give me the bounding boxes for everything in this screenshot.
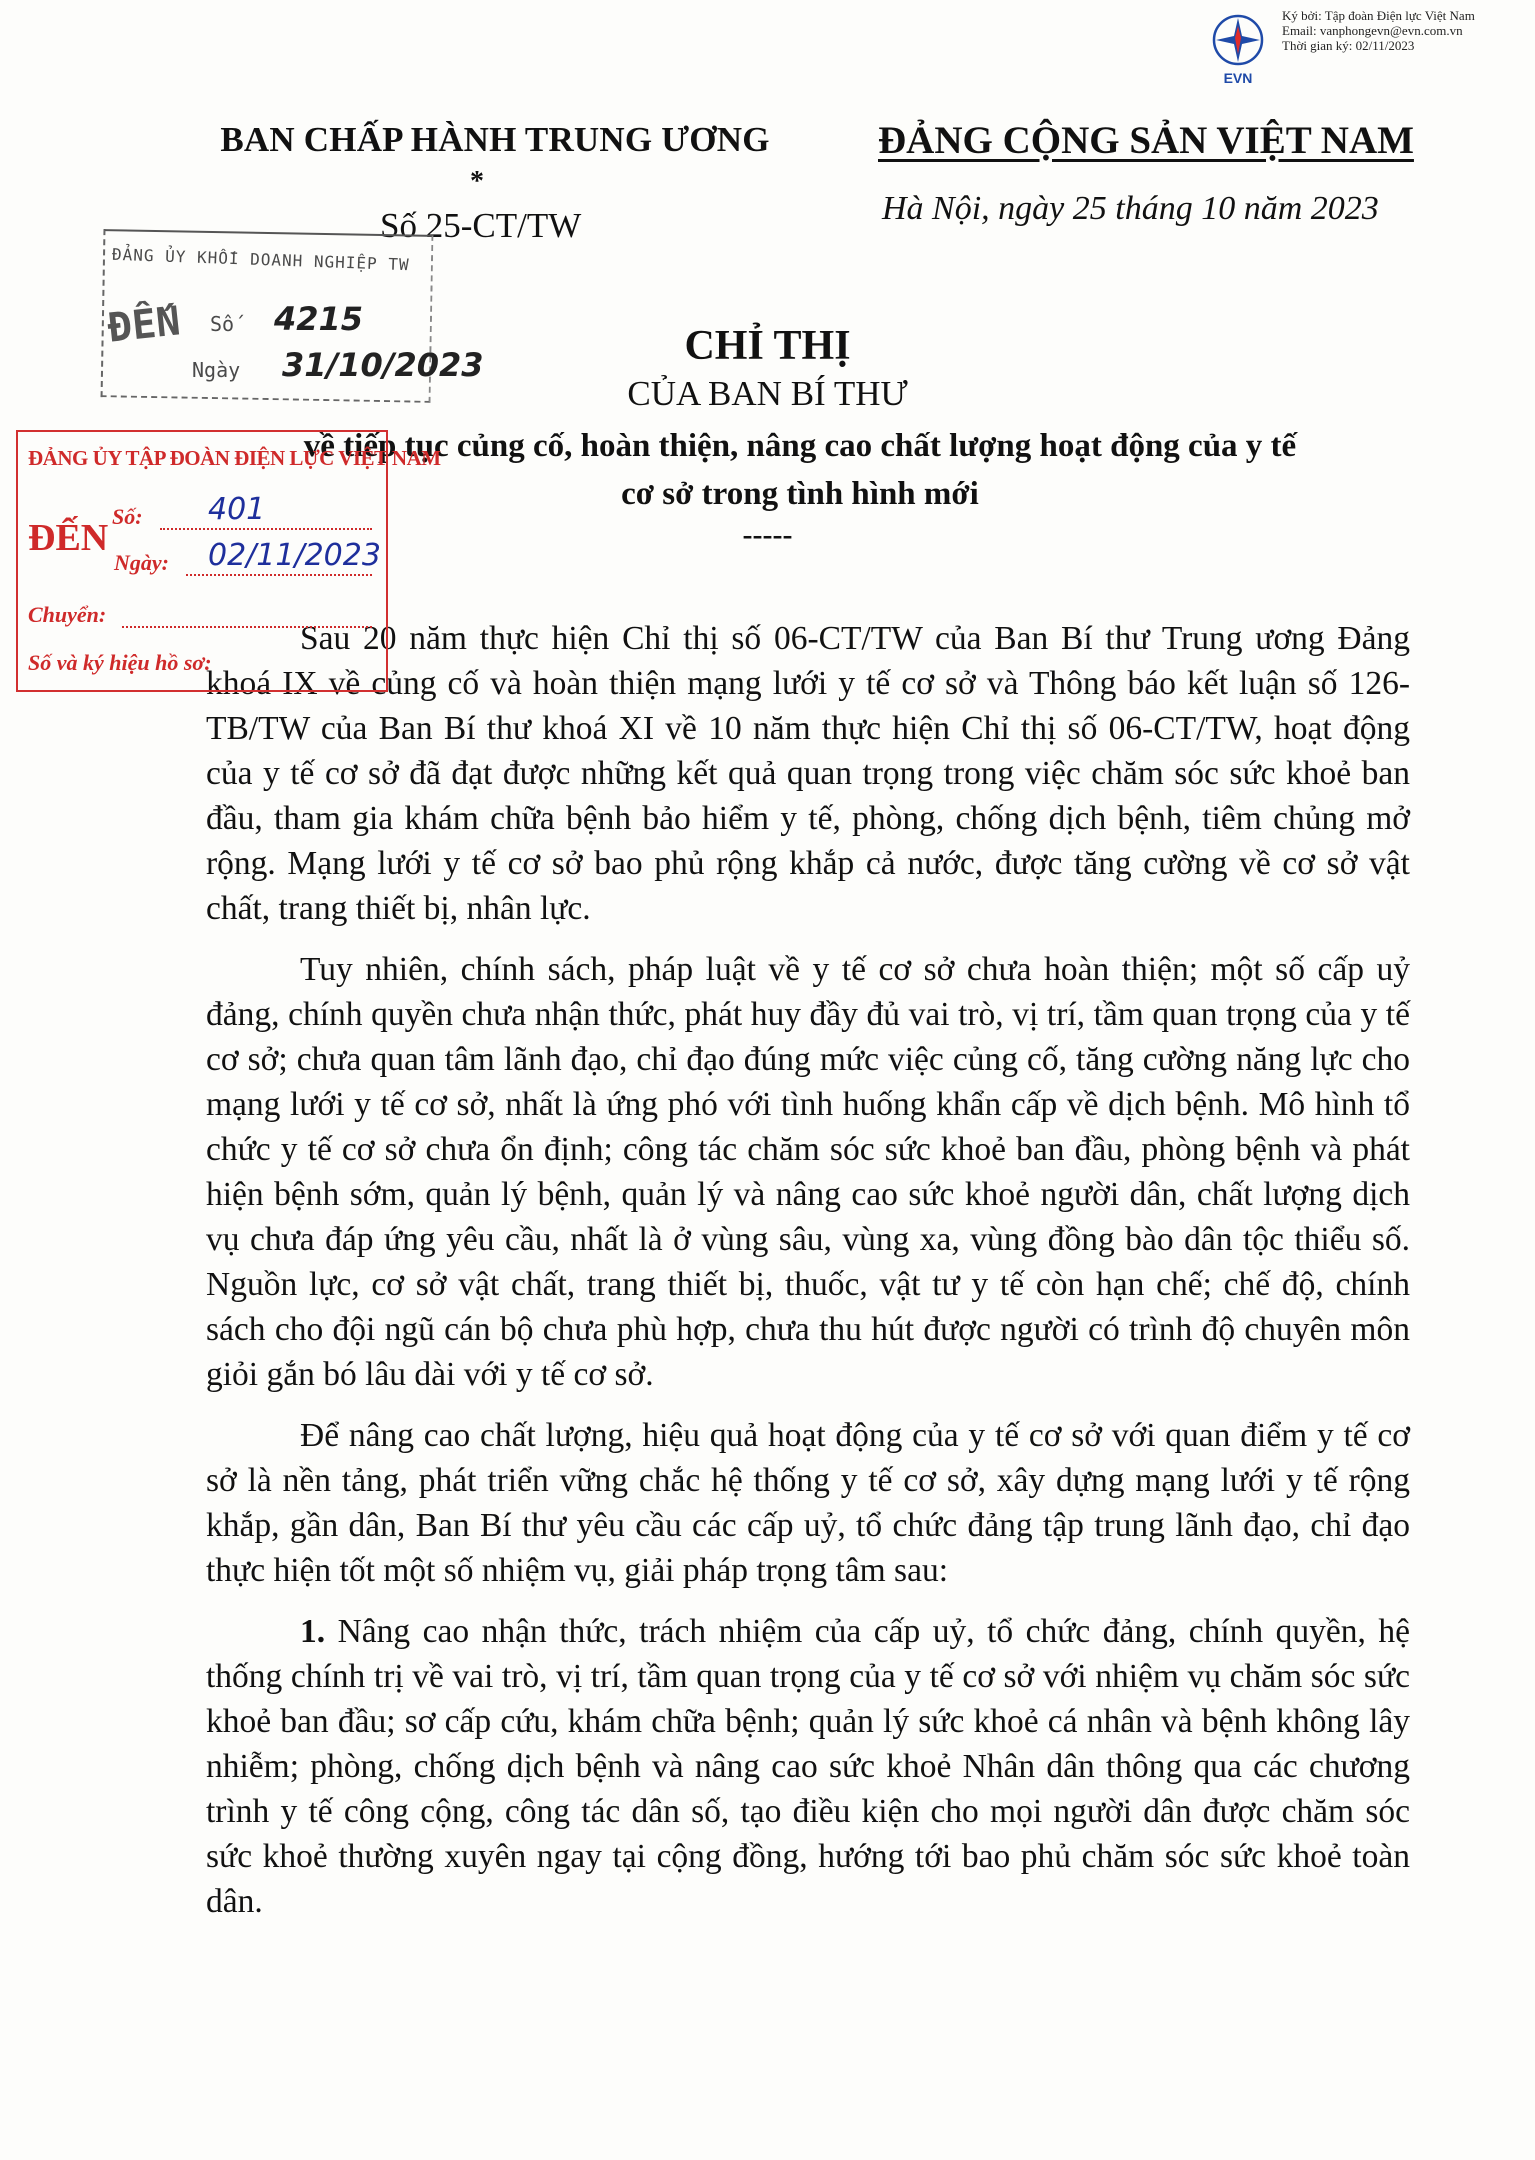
- stamp-so-value: 401: [208, 492, 266, 527]
- paragraph-4: [206, 1609, 1410, 1924]
- stamp-ngay-value: 31/10/2023: [282, 346, 484, 384]
- stamp-so-label: Số: [210, 312, 235, 336]
- received-stamp-grey: [102, 232, 484, 400]
- document-number: Số 25-CT/TW: [380, 206, 582, 245]
- item-number: 1.: [300, 1613, 326, 1650]
- document-issuer: CỦA BAN BÍ THƯ: [627, 374, 908, 413]
- evn-logo: [1208, 12, 1268, 86]
- stamp-org: ĐẢNG ỦY KHỐI DOANH NGHIỆP TW: [111, 244, 410, 275]
- paragraph-1: Sau 20 năm thực hiện Chỉ thị số 06-CT/TW của Ban Bí thư Trung ương Đảng khoá IX về củng cố và hoàn thiện mạng lưới y tế cơ sở và Thông báo kết luận số 126-TB/TW của Ban Bí thư khoá XI về 10 năm thực hiện Chỉ thị số 06-CT/TW, hoạt động của y tế cơ sở đã đạt được những kết quả quan trọng trong việc chăm sóc sức khoẻ ban đầu, tham gia khám chữa bệnh bảo hiểm y tế, phòng, chống dịch bệnh, tiêm chủng mở rộng. Mạng lưới y tế cơ sở bao phủ rộng khắp cả nước, được tăng cường về cơ sở vật chất, trang thiết bị, nhân lực.: [206, 620, 1410, 927]
- stamp-ngay-label: Ngày:: [114, 550, 169, 575]
- party-name: ĐẢNG CỘNG SẢN VIỆT NAM: [878, 119, 1414, 162]
- stamp-org: ĐẢNG ỦY TẬP ĐOÀN ĐIỆN LỰC VIỆT NAM: [28, 446, 441, 470]
- stamp-ngay-label: Ngày: [192, 358, 241, 382]
- svg-text:EVN: EVN: [1223, 70, 1253, 86]
- stamp-ngay-line: [186, 574, 372, 576]
- stamp-chuyen-line: [122, 626, 372, 628]
- stamp-den: ĐẾN: [105, 298, 183, 352]
- document-subject: về tiếp tục củng cố, hoàn thiện, nâng cao chất lượng hoạt động của y tế cơ sở trong tình hình mới: [303, 428, 1297, 512]
- stamp-so-label: Số:: [112, 504, 143, 529]
- signature-time: Thời gian ký: 02/11/2023: [1282, 38, 1415, 53]
- stamp-hoso-label: Số và ký hiệu hồ sơ:: [28, 650, 212, 675]
- paragraph-3: Để nâng cao chất lượng, hiệu quả hoạt động của y tế cơ sở với quan điểm y tế cơ sở là nền tảng, phát triển vững chắc hệ thống y tế cơ sở, xây dựng mạng lưới y tế rộng khắp, gần dân, Ban Bí thư yêu cầu các cấp uỷ, tổ chức đảng tập trung lãnh đạo, chỉ đạo thực hiện tốt một số nhiệm vụ, giải pháp trọng tâm sau:: [206, 1417, 1410, 1589]
- stamp-so-value: 4215: [274, 300, 364, 338]
- title-separator: -----: [742, 518, 793, 551]
- paragraph-2: Tuy nhiên, chính sách, pháp luật về y tế cơ sở chưa hoàn thiện; một số cấp uỷ đảng, chính quyền chưa nhận thức, phát huy đầy đủ vai trò, vị trí, tầm quan trọng của y tế cơ sở; chưa quan tâm lãnh đạo, chỉ đạo đúng mức việc củng cố, tăng cường năng lực cho mạng lưới y tế cơ sở, nhất là ứng phó với tình huống khẩn cấp về dịch bệnh. Mô hình tổ chức y tế cơ sở chưa ổn định; công tác chăm sóc sức khoẻ ban đầu, phòng bệnh và phát hiện bệnh sớm, quản lý bệnh, quản lý và nâng cao sức khoẻ người dân, chất lượng dịch vụ chưa đáp ứng yêu cầu, nhất là ở vùng sâu, vùng xa, vùng đồng bào dân tộc thiểu số. Nguồn lực, cơ sở vật chất, trang thiết bị, thuốc, vật tư y tế còn hạn chế; chế độ, chính sách cho đội ngũ cán bộ chưa phù hợp, chưa thu hút được người có trình độ chuyên môn giỏi gắn bó lâu dài với y tế cơ sở.: [206, 951, 1410, 1393]
- document-type: CHỈ THỊ: [684, 323, 851, 369]
- stamp-den: ĐẾN: [28, 517, 109, 559]
- document-body: [206, 616, 1410, 1940]
- stamp-chuyen-label: Chuyển:: [28, 602, 107, 627]
- signature-email: Email: vanphongevn@evn.com.vn: [1282, 23, 1463, 38]
- received-stamp-red: [16, 430, 441, 692]
- stamp-so-line: [160, 528, 372, 530]
- header-star: *: [470, 166, 484, 197]
- stamp-ngay-value: 02/11/2023: [208, 538, 381, 573]
- issuing-body: BAN CHẤP HÀNH TRUNG ƯƠNG: [220, 120, 770, 159]
- date-line: Hà Nội, ngày 25 tháng 10 năm 2023: [882, 190, 1379, 227]
- digital-signature-info: [1282, 8, 1475, 53]
- signature-signer: Ký bởi: Tập đoàn Điện lực Việt Nam: [1282, 8, 1475, 23]
- item-text: Nâng cao nhận thức, trách nhiệm của cấp uỷ, tổ chức đảng, chính quyền, hệ thống chính trị về vai trò, vị trí, tầm quan trọng của y tế cơ sở với nhiệm vụ chăm sóc sức khoẻ ban đầu; sơ cấp cứu, khám chữa bệnh; quản lý sức khoẻ cá nhân và bệnh không lây nhiễm; phòng, chống dịch bệnh và nâng cao sức khoẻ Nhân dân thông qua các chương trình y tế công cộng, công tác dân số, tạo điều kiện cho mọi người dân được chăm sóc sức khoẻ thường xuyên ngay tại cộng đồng, hướng tới bao phủ chăm sóc sức khoẻ toàn dân.: [206, 1613, 1410, 1920]
